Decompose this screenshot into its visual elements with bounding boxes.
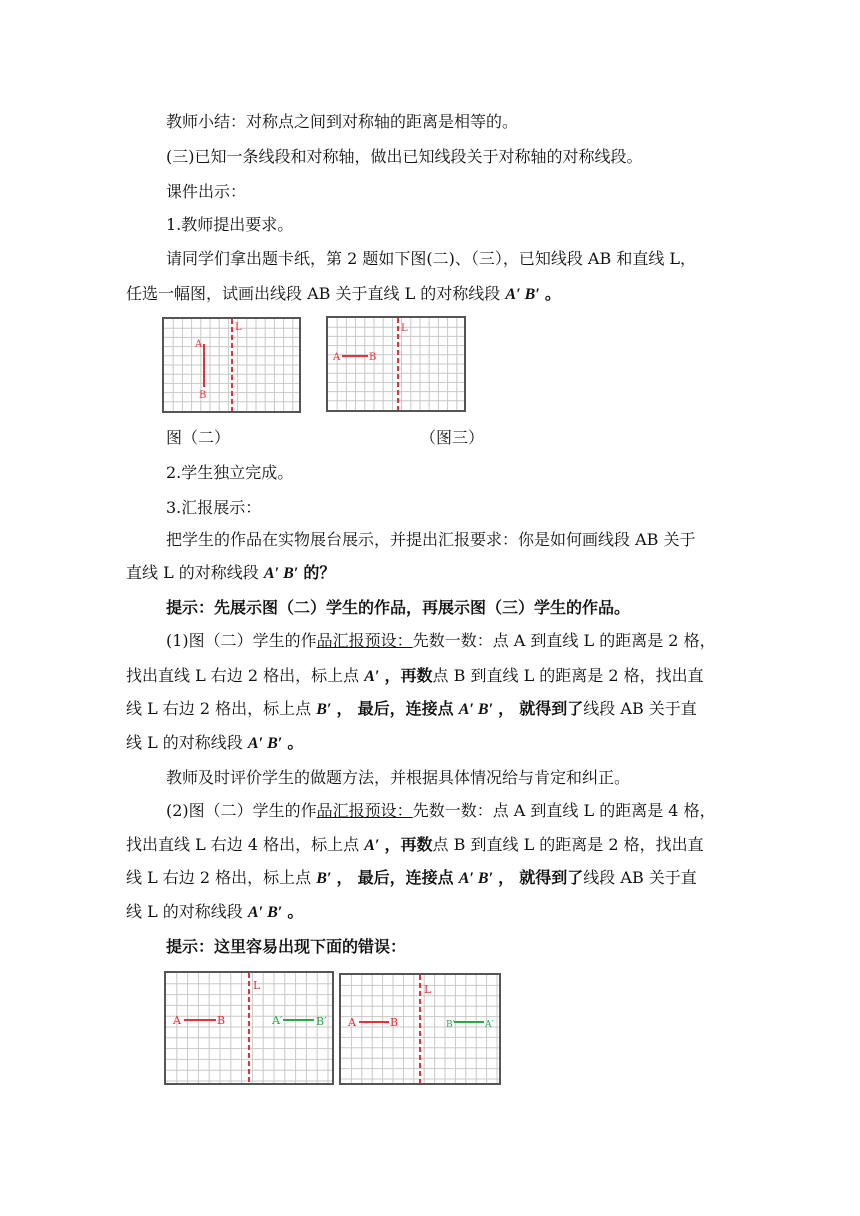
- label-L: L: [401, 323, 408, 334]
- figure-3: [326, 316, 466, 412]
- step-1: 1.教师提出要求。: [166, 215, 294, 234]
- label-B-prime: B′: [446, 1020, 455, 1030]
- report2-line-2: 找出直线 L 右边 4 格出，标上点 A′ ，再数点 B 到直线 L 的距离是 2 格，找出直: [126, 835, 704, 854]
- label-A-prime: A′: [485, 1020, 494, 1030]
- label-B: B: [390, 1016, 399, 1029]
- step-2: 2.学生独立完成。: [166, 463, 294, 482]
- report-line-2: 直线 L 的对称线段 A′ B′ 的？: [126, 563, 336, 582]
- requirement-line-2: 任选一幅图，试画出线段 AB 关于直线 L 的对称线段 A′ B′ 。: [126, 284, 561, 303]
- figure-3-grid: [328, 318, 464, 410]
- report1-line-4: 线 L 的对称线段 A′ B′ 。: [126, 733, 304, 752]
- label-B: B: [369, 352, 377, 363]
- label-A-prime: A′: [272, 1014, 283, 1027]
- label-B: B: [199, 390, 207, 401]
- teacher-evaluation: 教师及时评价学生的做题方法，并根据具体情况给与肯定和纠正。: [166, 768, 631, 787]
- report-line-1: 把学生的作品在实物展台展示，并提出汇报要求：你是如何画线段 AB 关于: [166, 530, 696, 549]
- step-3: 3.汇报展示：: [166, 498, 262, 517]
- label-A: A: [173, 1014, 181, 1027]
- label-B-prime: B′: [316, 1015, 327, 1028]
- courseware-text: 课件出示：: [166, 182, 247, 201]
- figure-2-grid: [164, 319, 299, 411]
- label-A: A: [333, 352, 341, 363]
- label-A: A: [195, 339, 203, 350]
- requirement-line-1: 请同学们拿出题卡纸，第 2 题如下图(二)、（三），已知线段 AB 和直线 L，: [166, 249, 697, 268]
- hint-1: 提示：先展示图（二）学生的作品，再展示图（三）学生的作品。: [166, 598, 631, 617]
- report2-line-3: 线 L 右边 2 格出，标上点 B′ ， 最后，连接点 A′ B′ ， 就得到了线段 AB 关于直: [126, 868, 697, 887]
- error-figure-2-grid: [341, 975, 499, 1083]
- report1-line-3: 线 L 右边 2 格出，标上点 B′ ， 最后，连接点 A′ B′ ， 就得到了线段 AB 关于直: [126, 699, 697, 718]
- report2-line-1: (2)图（二）学生的作品汇报预设：先数一数：点 A 到直线 L 的距离是 4 格，: [166, 801, 716, 820]
- error-figure-2: [339, 973, 501, 1085]
- label-L: L: [235, 322, 242, 333]
- label-L: L: [424, 983, 432, 996]
- error-figure-1: [164, 971, 334, 1085]
- label-L: L: [253, 979, 261, 992]
- figure-3-caption: （图三）: [420, 428, 485, 447]
- report1-line-2: 找出直线 L 右边 2 格出，标上点 A′ ，再数点 B 到直线 L 的距离是 2 格，找出直: [126, 666, 704, 685]
- section-heading: (三)已知一条线段和对称轴，做出已知线段关于对称轴的对称线段。: [166, 147, 643, 166]
- summary-text: 教师小结：对称点之间到对称轴的距离是相等的。: [166, 112, 519, 131]
- label-A: A: [348, 1016, 356, 1029]
- report1-line-1: (1)图（二）学生的作品汇报预设：先数一数：点 A 到直线 L 的距离是 2 格，: [166, 631, 716, 650]
- label-B: B: [217, 1014, 226, 1027]
- report2-line-4: 线 L 的对称线段 A′ B′ 。: [126, 902, 304, 921]
- hint-2: 提示：这里容易出现下面的错误：: [166, 937, 407, 956]
- figure-2-caption: 图（二）: [166, 428, 231, 447]
- figure-2: [162, 317, 301, 413]
- error-figure-1-grid: [166, 973, 332, 1083]
